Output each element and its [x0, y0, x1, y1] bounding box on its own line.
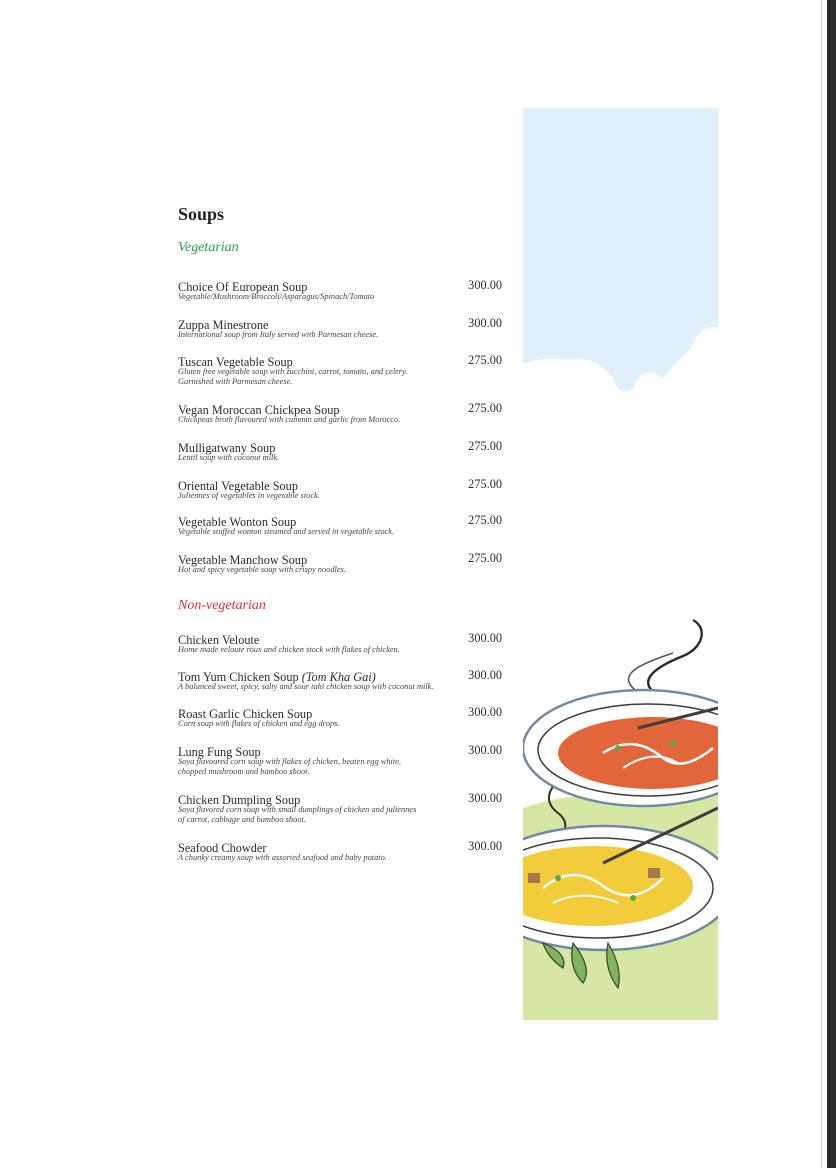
item-price: 300.00	[468, 839, 502, 853]
item-price: 300.00	[468, 668, 502, 682]
item-name: Mulligatwany Soup	[178, 441, 276, 455]
item-name: Chicken Dumpling Soup	[178, 793, 301, 807]
item-name: Tuscan Vegetable Soup	[178, 355, 293, 369]
item-name: Vegan Moroccan Chickpea Soup	[178, 403, 340, 417]
menu-item	[178, 439, 504, 464]
item-description: Vegetable/Mushroom/Broccoli/Asparagus/Spinach/Tomato	[178, 292, 375, 301]
item-name: Choice Of European Soup	[178, 280, 308, 294]
menu-item	[178, 705, 504, 730]
item-name-main: Tom Yum Chicken Soup	[178, 670, 299, 684]
item-description: International soup from Italy served with Parmesan cheese.	[178, 330, 379, 339]
item-price: 300.00	[468, 791, 502, 805]
item-description: Home made veloute roux and chicken stock with flakes of chicken.	[178, 645, 400, 654]
menu-item	[178, 668, 504, 693]
item-description: A chunky creamy soup with assorted seafood and baby potato.	[178, 853, 387, 862]
menu-item	[178, 551, 504, 576]
menu-item	[178, 278, 504, 303]
menu-item	[178, 401, 504, 426]
page-edge-line	[821, 0, 822, 1168]
item-name: Vegetable Wonton Soup	[178, 515, 297, 529]
item-name: Lung Fung Soup	[178, 745, 261, 759]
item-description: Garnished with Parmesan cheese.	[178, 376, 293, 386]
section-heading-non-vegetarian: Non-vegetarian	[178, 598, 266, 613]
menu-item	[178, 353, 504, 387]
menu-item	[178, 839, 504, 864]
menu-item	[178, 316, 504, 341]
item-name	[178, 670, 376, 684]
item-price: 275.00	[468, 353, 502, 367]
item-description: Lentil soup with coconut milk.	[178, 453, 280, 462]
item-name: Chicken Veloute	[178, 633, 260, 647]
item-description: Soya flavoured corn soup with flakes of chicken, beaten egg white,	[178, 757, 401, 766]
sky-shape	[523, 108, 718, 391]
item-description: of carrot, cabbage and bamboo shoot.	[178, 814, 306, 824]
item-description: Chickpeas broth flavoured with cummin and garlic from Morocco.	[178, 415, 401, 424]
item-price: 275.00	[468, 551, 502, 565]
menu-item	[178, 791, 504, 825]
soup-bowls-illustration	[523, 108, 718, 1020]
item-price: 275.00	[468, 477, 502, 491]
menu-item	[178, 743, 504, 777]
item-price: 275.00	[468, 513, 502, 527]
item-price: 275.00	[468, 439, 502, 453]
page-title: Soups	[178, 204, 225, 224]
item-price: 300.00	[468, 316, 502, 330]
item-name: Oriental Vegetable Soup	[178, 479, 298, 493]
item-description: Vegetable stuffed wonton steamed and served in vegetable stock.	[178, 527, 395, 536]
menu-item	[178, 513, 504, 538]
item-description: Gluten free vegetable soup with zucchini, carrot, tomato, and celery.	[178, 367, 408, 376]
item-description: Soya flavored corn soup with small dumplings of chicken and juliennes	[178, 805, 417, 814]
menu-item	[178, 631, 504, 656]
item-name-alt: (Tom Kha Gai)	[301, 670, 376, 684]
item-description: Hot and spicy vegetable soup with crispy noodles.	[178, 565, 346, 574]
item-description: Juliennes of vegetables in vegetable stock.	[178, 491, 320, 500]
item-price: 300.00	[468, 631, 502, 645]
item-description: chopped mushroom and bamboo shoot.	[178, 766, 310, 776]
section-heading-vegetarian: Vegetarian	[178, 240, 239, 255]
item-name: Vegetable Manchow Soup	[178, 553, 308, 567]
menu-item	[178, 477, 504, 502]
item-price: 300.00	[468, 705, 502, 719]
item-price: 275.00	[468, 401, 502, 415]
page-edge-bar	[827, 0, 836, 1168]
item-name: Zuppa Minestrone	[178, 318, 269, 332]
item-price: 300.00	[468, 743, 502, 757]
item-name: Seafood Chowder	[178, 841, 267, 855]
item-description: Corn soup with flakes of chicken and egg drops.	[178, 719, 340, 728]
item-name: Roast Garlic Chicken Soup	[178, 707, 313, 721]
item-price: 300.00	[468, 278, 502, 292]
item-description: A balanced sweet, spicy, salty and sour tahi chicken soup with coconut milk.	[178, 682, 434, 691]
